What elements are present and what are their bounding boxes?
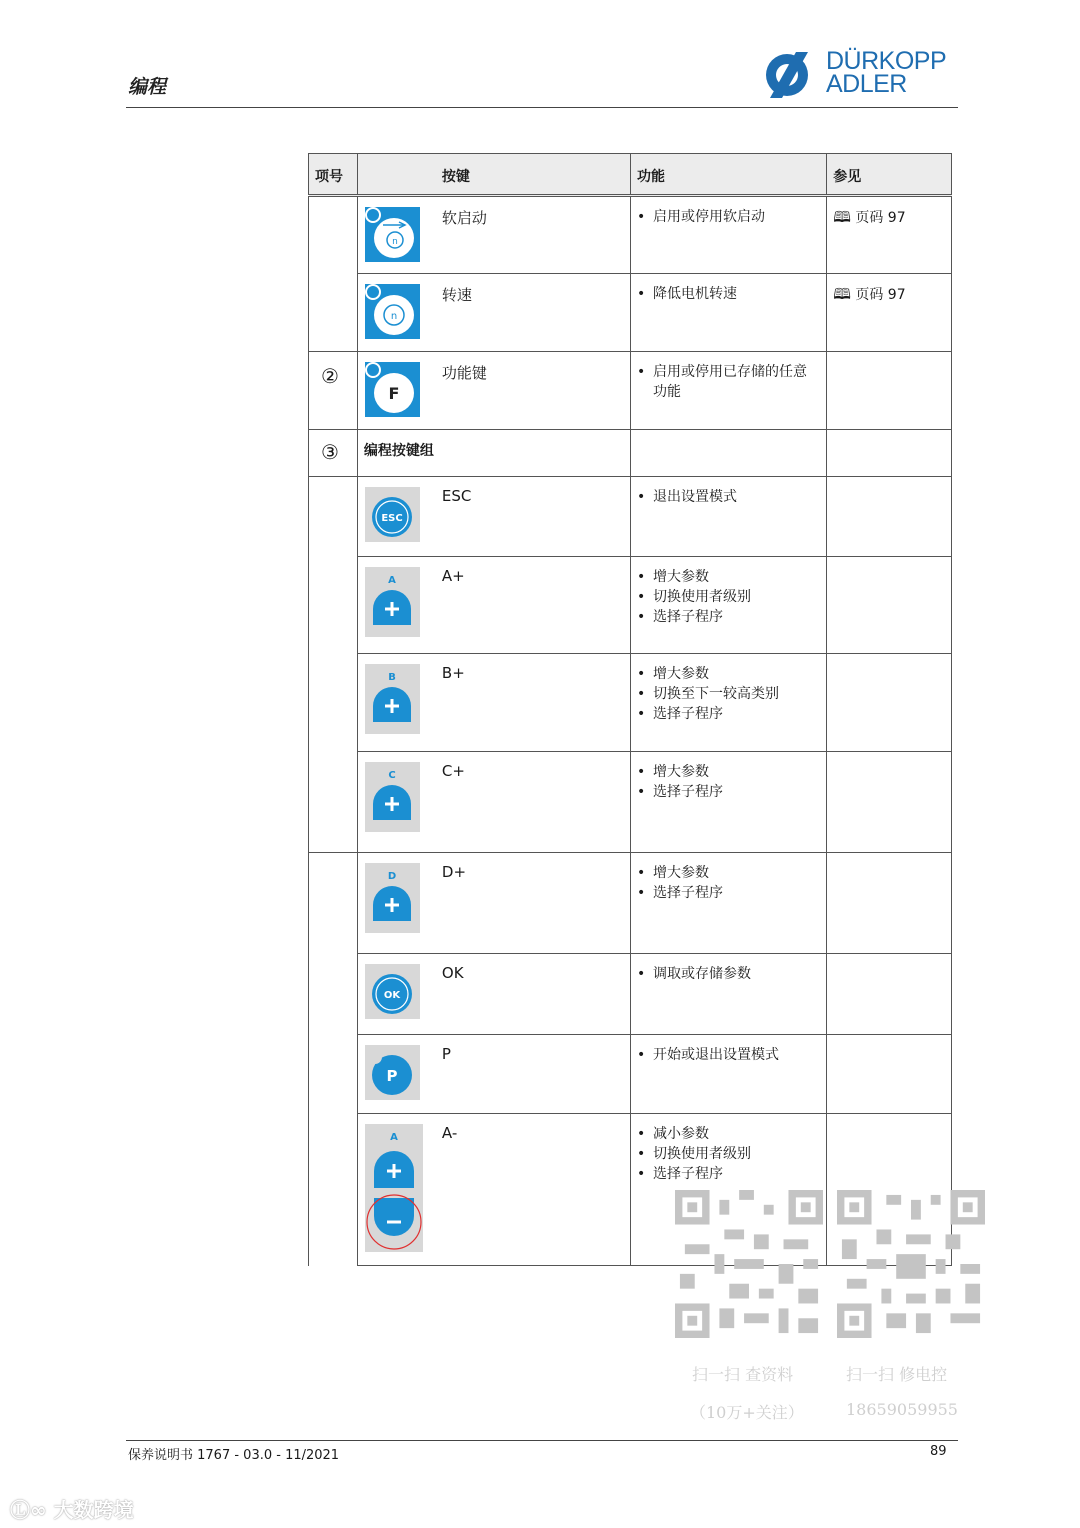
col-header-reference: 参见 [827,154,952,196]
manual-book-icon: 🕮 [833,208,851,226]
reference-cell [827,954,952,1035]
svg-text:OK: OK [383,990,401,1001]
table-row [309,853,952,954]
reference-cell [827,557,952,654]
brand-logo-text: DÜRKOPP ADLER [826,47,947,98]
watermark-text: 扫一扫 修电控 [846,1365,948,1384]
function-cell [631,274,827,352]
key-cell [357,954,630,1035]
function-item: • 切换使用者级别 [637,587,818,607]
svg-text:ESC: ESC [381,513,403,524]
page-number: 89 [930,1444,947,1459]
item-number: ③ [321,440,339,464]
soft-start-icon [365,207,420,262]
function-item: • 选择子程序 [637,704,818,724]
empty-cell [631,430,827,477]
svg-text:C: C [388,770,396,781]
key-cell [357,1035,630,1114]
col-header-function: 功能 [631,154,827,196]
function-cell [631,196,827,274]
row-number-cell [309,352,358,430]
key-name: B+ [441,664,465,682]
b-plus-key-icon [365,664,420,734]
key-cell [357,477,630,557]
function-item: • 选择子程序 [637,607,818,627]
function-item: • 降低电机转速 [637,284,818,304]
key-cell [357,196,630,274]
corner-watermark: Ⓛ∞ 大数跨境 [10,1498,134,1522]
svg-text:n: n [390,311,398,322]
table-row [309,352,952,430]
reference-cell [827,853,952,954]
qr-code-icon [674,1190,824,1338]
key-cell [357,853,630,954]
reference-link[interactable]: 页码 97 [855,210,906,226]
brand-logo-mark-icon [762,50,822,100]
watermark-logo-icon: Ⓛ∞ [10,1498,54,1522]
function-item: • 选择子程序 [637,782,818,802]
key-name: P [441,1045,451,1063]
function-cell [631,654,827,752]
watermark-text: （10万+关注） [690,1403,804,1422]
function-item: • 退出设置模式 [637,487,818,507]
d-plus-key-icon [365,863,420,933]
keys-table [308,153,952,1266]
a-plus-key-icon [365,567,420,637]
reference-cell [827,477,952,557]
key-name: A- [441,1124,458,1142]
key-name: OK [441,964,464,982]
key-name: 功能键 [441,364,487,382]
item-number: ② [321,364,339,388]
speed-icon [365,284,420,339]
function-key-icon [365,362,420,417]
empty-cell [827,430,952,477]
ok-key-icon [365,964,420,1019]
watermark-text: 18659059955 [846,1400,958,1419]
function-item: • 开始或退出设置模式 [637,1045,818,1065]
function-item: • 切换至下一较高类别 [637,684,818,704]
function-item: • 选择子程序 [637,883,818,903]
key-name: 转速 [441,286,472,304]
table-row [309,954,952,1035]
footer-document-info: 保养说明书 1767 - 03.0 - 11/2021 [128,1448,340,1463]
table-row [309,274,952,352]
function-cell [631,954,827,1035]
function-item: • 调取或存储参数 [637,964,818,984]
key-name: A+ [441,567,465,585]
col-header-number: 项号 [309,154,358,196]
svg-text:B: B [388,672,396,683]
key-cell [357,352,630,430]
key-name: ESC [441,487,472,505]
col-header-key: 按键 [357,154,630,196]
svg-text:F: F [388,384,400,403]
p-key-icon [365,1045,420,1100]
function-cell [631,752,827,853]
svg-text:P: P [386,1067,398,1085]
footer-rule [126,1440,958,1441]
esc-key-icon [365,487,420,542]
watermark-text: 扫一扫 查资料 [692,1365,794,1384]
reference-cell [827,196,952,274]
function-item: • 增大参数 [637,863,818,883]
reference-cell [827,654,952,752]
brand-logo [762,47,958,100]
svg-text:A: A [388,575,396,586]
table-row [309,654,952,752]
function-cell [631,853,827,954]
group-row [309,430,952,477]
table-row [309,557,952,654]
table-row [309,752,952,853]
manual-book-icon: 🕮 [833,285,851,303]
svg-text:D: D [387,871,397,882]
reference-link[interactable]: 页码 97 [855,287,906,303]
row-number-cell [309,430,358,477]
key-cell [357,557,630,654]
function-cell [631,352,827,430]
function-item: • 启用或停用已存储的任意功能 [637,362,818,402]
c-plus-key-icon [365,762,420,832]
function-item: • 启用或停用软启动 [637,207,818,227]
function-cell [631,1035,827,1114]
qr-code-icon [836,1190,986,1338]
key-cell [357,752,630,853]
function-item: • 增大参数 [637,567,818,587]
reference-cell [827,752,952,853]
header-rule [126,107,958,108]
svg-text:A: A [390,1132,398,1143]
table-row [309,477,952,557]
row-number-cell [309,477,358,853]
chapter-title: 编程 [128,76,167,98]
key-name: 软启动 [441,209,487,227]
key-name: D+ [441,863,467,881]
function-item: • 增大参数 [637,664,818,684]
function-item: • 选择子程序 [637,1164,818,1184]
function-item: • 切换使用者级别 [637,1144,818,1164]
group-title-cell [357,430,630,477]
table-row [309,196,952,274]
key-cell [357,654,630,752]
function-cell [631,477,827,557]
key-cell [357,1114,630,1266]
table-row [309,1035,952,1114]
reference-cell [827,274,952,352]
key-cell [357,274,630,352]
group-title: 编程按键组 [363,443,434,459]
reference-cell [827,1035,952,1114]
function-cell [631,557,827,654]
function-item: • 增大参数 [637,762,818,782]
a-minus-key-icon [365,1124,423,1252]
key-name: C+ [441,762,465,780]
function-item: • 减小参数 [637,1124,818,1144]
svg-text:n: n [392,237,398,247]
table-header-row [309,154,952,196]
row-number-cell [309,853,358,1266]
row-number-cell [309,196,358,352]
reference-cell [827,352,952,430]
